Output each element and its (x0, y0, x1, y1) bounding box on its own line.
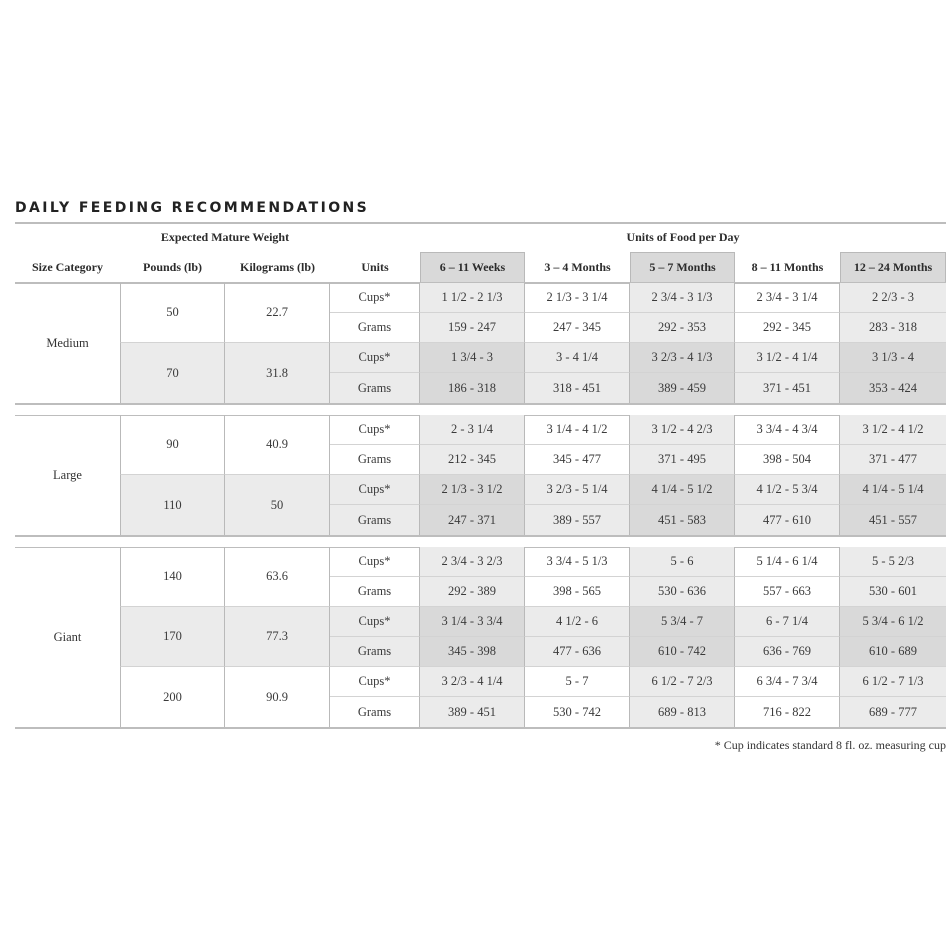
age-column-header: 3 – 4 Months (544, 259, 611, 274)
footnote: * Cup indicates standard 8 fl. oz. measuring cup (714, 738, 946, 752)
age-column-header: 12 – 24 Months (840, 252, 946, 282)
grams-value-cell: 212 - 345 (420, 445, 525, 475)
cups-value-cell: 2 3/4 - 3 1/4 (735, 283, 840, 313)
cups-value-cell: 5 - 7 (525, 667, 630, 697)
size-category-header: Size Category (32, 259, 103, 274)
cups-value-cell: 3 - 4 1/4 (525, 343, 630, 373)
section-divider (15, 727, 946, 729)
pounds-cell: 200 (120, 667, 225, 727)
grams-value-cell: 371 - 495 (630, 445, 735, 475)
units-grams-label: Grams (330, 505, 420, 535)
cups-value-cell: 3 3/4 - 5 1/3 (525, 547, 630, 577)
grams-value-cell: 610 - 689 (840, 637, 946, 667)
grams-value-cell: 345 - 477 (525, 445, 630, 475)
cups-value-cell: 3 2/3 - 4 1/4 (420, 667, 525, 697)
pounds-cell: 140 (120, 547, 225, 607)
cups-value-cell: 3 1/4 - 4 1/2 (525, 415, 630, 445)
kilograms-header: Kilograms (lb) (240, 259, 315, 274)
units-grams-label: Grams (330, 637, 420, 667)
grams-value-cell: 451 - 583 (630, 505, 735, 535)
grams-value-cell: 389 - 459 (630, 373, 735, 403)
cups-value-cell: 2 3/4 - 3 1/3 (630, 283, 735, 313)
kilograms-cell: 77.3 (225, 607, 330, 667)
cups-value-cell: 3 1/4 - 3 3/4 (420, 607, 525, 637)
grams-value-cell: 292 - 353 (630, 313, 735, 343)
cups-value-cell: 6 - 7 1/4 (735, 607, 840, 637)
pounds-cell: 110 (120, 475, 225, 535)
grams-value-cell: 530 - 636 (630, 577, 735, 607)
size-category-label: Giant (53, 629, 82, 644)
grams-value-cell: 689 - 777 (840, 697, 946, 727)
cups-value-cell: 3 1/3 - 4 (840, 343, 946, 373)
size-category-label: Medium (46, 335, 89, 350)
units-cups-label: Cups* (330, 607, 420, 637)
cups-value-cell: 2 2/3 - 3 (840, 283, 946, 313)
cups-value-cell: 2 - 3 1/4 (420, 415, 525, 445)
cups-value-cell: 5 1/4 - 6 1/4 (735, 547, 840, 577)
kilograms-cell: 63.6 (225, 547, 330, 607)
cups-value-cell: 4 1/4 - 5 1/4 (840, 475, 946, 505)
units-cups-label: Cups* (330, 283, 420, 313)
cups-value-cell: 6 1/2 - 7 2/3 (630, 667, 735, 697)
cups-value-cell: 4 1/2 - 6 (525, 607, 630, 637)
grams-value-cell: 530 - 742 (525, 697, 630, 727)
age-column-header: 8 – 11 Months (751, 259, 824, 274)
grams-value-cell: 477 - 636 (525, 637, 630, 667)
cups-value-cell: 3 3/4 - 4 3/4 (735, 415, 840, 445)
units-cups-label: Cups* (330, 547, 420, 577)
cups-value-cell: 6 3/4 - 7 3/4 (735, 667, 840, 697)
grams-value-cell: 371 - 477 (840, 445, 946, 475)
age-column-header: 6 – 11 Weeks (420, 252, 525, 282)
kilograms-cell: 31.8 (225, 343, 330, 403)
cups-value-cell: 2 1/3 - 3 1/4 (525, 283, 630, 313)
cups-value-cell: 5 3/4 - 6 1/2 (840, 607, 946, 637)
units-of-food-header: Units of Food per Day (626, 230, 740, 244)
grams-value-cell: 292 - 389 (420, 577, 525, 607)
units-grams-label: Grams (330, 373, 420, 403)
cups-value-cell: 4 1/2 - 5 3/4 (735, 475, 840, 505)
expected-weight-header: Expected Mature Weight (160, 230, 290, 244)
cups-value-cell: 2 3/4 - 3 2/3 (420, 547, 525, 577)
grams-value-cell: 371 - 451 (735, 373, 840, 403)
grams-value-cell: 389 - 451 (420, 697, 525, 727)
units-grams-label: Grams (330, 697, 420, 727)
units-cups-label: Cups* (330, 475, 420, 505)
cups-value-cell: 3 2/3 - 5 1/4 (525, 475, 630, 505)
kilograms-cell: 90.9 (225, 667, 330, 727)
cups-value-cell: 3 1/2 - 4 1/2 (840, 415, 946, 445)
cups-value-cell: 3 1/2 - 4 1/4 (735, 343, 840, 373)
grams-value-cell: 477 - 610 (735, 505, 840, 535)
grams-value-cell: 389 - 557 (525, 505, 630, 535)
page-title: DAILY FEEDING RECOMMENDATIONS (15, 200, 370, 216)
units-cups-label: Cups* (330, 667, 420, 697)
grams-value-cell: 283 - 318 (840, 313, 946, 343)
grams-value-cell: 451 - 557 (840, 505, 946, 535)
units-grams-label: Grams (330, 313, 420, 343)
grams-value-cell: 345 - 398 (420, 637, 525, 667)
kilograms-cell: 22.7 (225, 283, 330, 343)
grams-value-cell: 636 - 769 (735, 637, 840, 667)
cups-value-cell: 2 1/3 - 3 1/2 (420, 475, 525, 505)
cups-value-cell: 3 2/3 - 4 1/3 (630, 343, 735, 373)
units-grams-label: Grams (330, 445, 420, 475)
units-cups-label: Cups* (330, 343, 420, 373)
age-column-header: 5 – 7 Months (630, 252, 735, 282)
units-header: Units (361, 259, 389, 274)
cups-value-cell: 1 1/2 - 2 1/3 (420, 283, 525, 313)
cups-value-cell: 3 1/2 - 4 2/3 (630, 415, 735, 445)
grams-value-cell: 353 - 424 (840, 373, 946, 403)
grams-value-cell: 610 - 742 (630, 637, 735, 667)
grams-value-cell: 186 - 318 (420, 373, 525, 403)
grams-value-cell: 247 - 345 (525, 313, 630, 343)
cups-value-cell: 4 1/4 - 5 1/2 (630, 475, 735, 505)
pounds-cell: 170 (120, 607, 225, 667)
grams-value-cell: 689 - 813 (630, 697, 735, 727)
units-grams-label: Grams (330, 577, 420, 607)
grams-value-cell: 318 - 451 (525, 373, 630, 403)
kilograms-cell: 50 (225, 475, 330, 535)
grams-value-cell: 398 - 565 (525, 577, 630, 607)
grams-value-cell: 247 - 371 (420, 505, 525, 535)
grams-value-cell: 716 - 822 (735, 697, 840, 727)
cups-value-cell: 1 3/4 - 3 (420, 343, 525, 373)
grams-value-cell: 530 - 601 (840, 577, 946, 607)
pounds-header: Pounds (lb) (142, 259, 203, 274)
grams-value-cell: 292 - 345 (735, 313, 840, 343)
grams-value-cell: 398 - 504 (735, 445, 840, 475)
size-category-label: Large (53, 467, 82, 482)
cups-value-cell: 5 - 5 2/3 (840, 547, 946, 577)
section-divider (15, 403, 946, 405)
units-cups-label: Cups* (330, 415, 420, 445)
kilograms-cell: 40.9 (225, 415, 330, 475)
cups-value-cell: 5 - 6 (630, 547, 735, 577)
pounds-cell: 50 (120, 283, 225, 343)
cups-value-cell: 5 3/4 - 7 (630, 607, 735, 637)
cups-value-cell: 6 1/2 - 7 1/3 (840, 667, 946, 697)
grams-value-cell: 557 - 663 (735, 577, 840, 607)
top-divider (15, 222, 946, 224)
grams-value-cell: 159 - 247 (420, 313, 525, 343)
pounds-cell: 70 (120, 343, 225, 403)
section-divider (15, 535, 946, 537)
pounds-cell: 90 (120, 415, 225, 475)
